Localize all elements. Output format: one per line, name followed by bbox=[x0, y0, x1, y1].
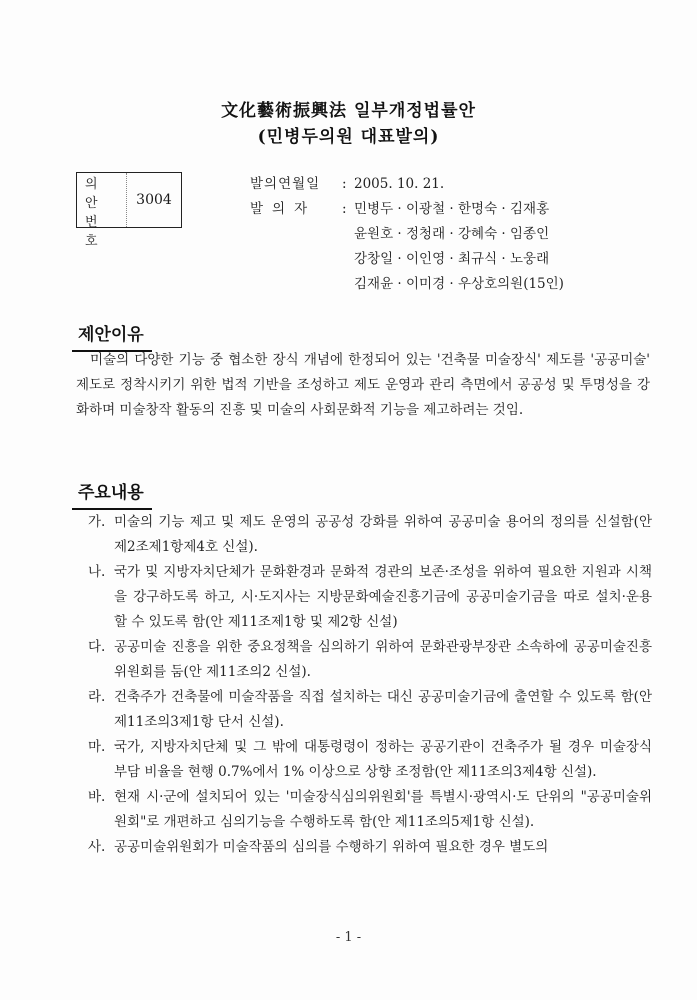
list-item-text: 건축주가 건축물에 미술작품을 직접 설치하는 대신 공공미술기금에 출연할 수 있도록 함(안 제11조의3제1항 단서 신설). bbox=[114, 689, 652, 730]
proposers-line: 김재윤 · 이미경 · 우상호의원(15인) bbox=[354, 276, 564, 292]
list-item-marker: 사. bbox=[88, 839, 106, 855]
bill-number-labels bbox=[77, 173, 127, 249]
page-number: - 1 - bbox=[335, 930, 362, 945]
main-content-list bbox=[88, 510, 652, 860]
bill-number-label-bottom: 번호 bbox=[85, 215, 106, 249]
bill-number-label-top: 의안 bbox=[85, 177, 106, 211]
reason-paragraph: 미술의 다양한 기능 중 협소한 장식 개념에 한정되어 있는 '건축물 미술장식' 제도를 '공공미술' 제도로 정착시키기 위한 법적 기반을 조성하고 제도 운영과 관리 측면에서 공공성 및 투명성을 강화하며 미술창작 활동의 진흥 및 미술의 사회문화적 기능을 제고하려는 것임. bbox=[76, 352, 650, 418]
list-item-text: 공공미술위원회가 미술작품의 심의를 수행하기 위하여 필요한 경우 별도의 bbox=[114, 839, 549, 855]
proposers-row bbox=[250, 272, 564, 297]
proposal-date-row bbox=[250, 172, 564, 197]
bill-title: 文化藝術振興法 일부개정법률안 bbox=[221, 101, 476, 121]
list-item-marker: 가. bbox=[88, 514, 106, 530]
list-item-marker: 라. bbox=[88, 689, 106, 705]
list-item bbox=[88, 635, 652, 685]
list-item-text: 공공미술 진흥을 위한 중요정책을 심의하기 위하여 문화관광부장관 소속하에 공공미술진흥위원회를 둠(안 제11조의2 신설). bbox=[114, 639, 652, 680]
separator: : bbox=[342, 201, 347, 217]
proposers-row bbox=[250, 247, 564, 272]
list-item bbox=[88, 735, 652, 785]
list-item-text: 국가, 지방자치단체 및 그 밖에 대통령령이 정하는 공공기관이 건축주가 될 경우 미술장식 부담 비율을 현행 0.7%에서 1% 이상으로 상향 조정함(안 제11조의3제4항 신설). bbox=[114, 739, 652, 780]
proposal-date-value: 2005. 10. 21. bbox=[354, 176, 445, 192]
list-item bbox=[88, 785, 652, 835]
proposers-row bbox=[250, 197, 564, 222]
bill-sponsor-subtitle: (민병두의원 대표발의) bbox=[257, 127, 440, 147]
list-item bbox=[88, 510, 652, 560]
list-item-marker: 다. bbox=[88, 639, 106, 655]
list-item bbox=[88, 560, 652, 635]
proposers-label: 발의자 bbox=[250, 201, 317, 217]
section-heading-main-content bbox=[78, 478, 144, 505]
bill-metadata bbox=[250, 172, 564, 297]
proposal-date-label: 발의연월일 bbox=[250, 176, 321, 192]
list-item-text: 미술의 기능 제고 및 제도 운영의 공공성 강화를 위하여 공공미술 용어의 정의를 신설함(안 제2조제1항제4호 신설). bbox=[114, 514, 652, 555]
proposers-line: 윤원호 · 정청래 · 강혜숙 · 임종인 bbox=[354, 226, 550, 242]
proposers-line: 강창일 · 이인영 · 최규식 · 노웅래 bbox=[354, 251, 550, 267]
bill-number-box bbox=[76, 172, 182, 249]
list-item bbox=[88, 835, 652, 860]
proposers-row bbox=[250, 222, 564, 247]
list-item bbox=[88, 685, 652, 735]
list-item-marker: 바. bbox=[88, 789, 106, 805]
list-item-text: 현재 시·군에 설치되어 있는 '미술장식심의위원회'를 특별시·광역시·도 단위의 "공공미술위원회"로 개편하고 심의기능을 수행하도록 함(안 제11조의5제1항 신설). bbox=[114, 789, 652, 830]
section-heading-text: 제안이유 bbox=[78, 325, 144, 345]
section-heading-text: 주요내용 bbox=[78, 483, 144, 503]
list-item-marker: 마. bbox=[88, 739, 106, 755]
section-heading-reason bbox=[78, 320, 144, 347]
proposers-line: 민병두 · 이광철 · 한명숙 · 김재홍 bbox=[354, 201, 550, 217]
list-item-marker: 나. bbox=[88, 564, 106, 580]
bill-number-value: 3004 bbox=[136, 192, 172, 208]
separator: : bbox=[342, 176, 347, 192]
list-item-text: 국가 및 지방자치단체가 문화환경과 문화적 경관의 보존·조성을 위하여 필요한 지원과 시책을 강구하도록 하고, 시·도지사는 지방문화예술진흥기금에 공공미술기금을 따로 설치·운용할 수 있도록 함(안 제11조제1항 및 제2항 신설) bbox=[114, 564, 652, 630]
